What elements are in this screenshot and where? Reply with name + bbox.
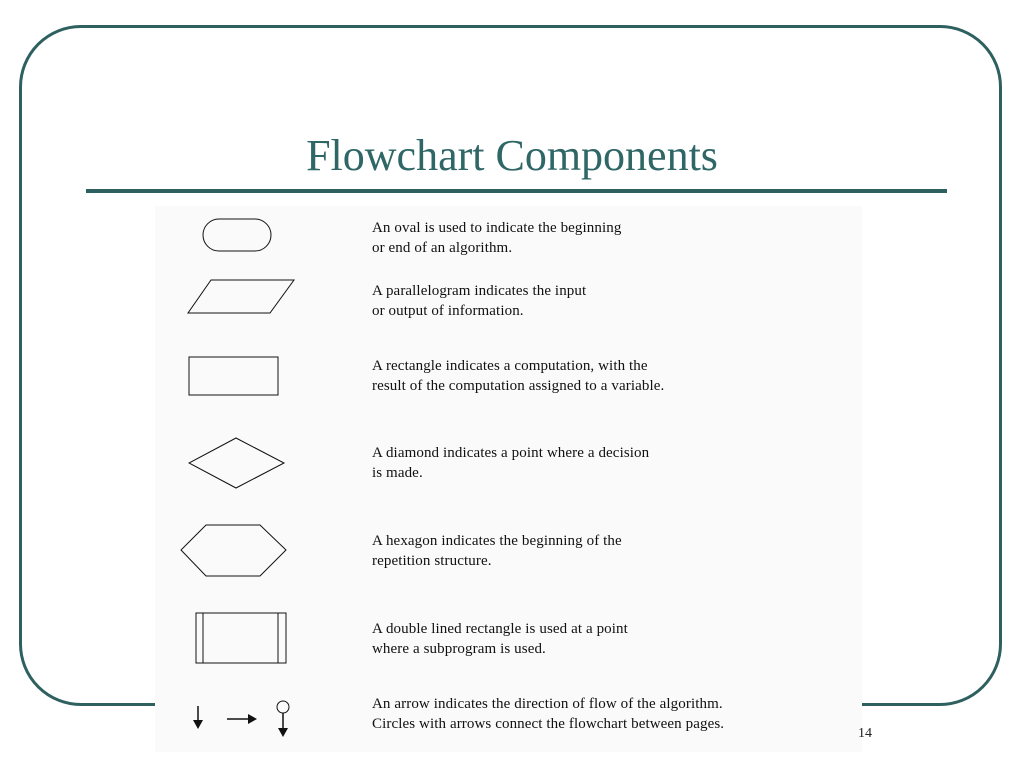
description-line: A rectangle indicates a computation, with the — [372, 358, 648, 374]
description-line: where a subprogram is used. — [372, 641, 546, 657]
double-lined-rectangle-icon — [195, 612, 289, 666]
hexagon-description — [372, 531, 862, 571]
description-line: A diamond indicates a point where a decision — [372, 445, 650, 461]
description-line: A double lined rectangle is used at a point — [372, 621, 628, 637]
rectangle-icon — [188, 356, 281, 398]
arrows-and-connector-icon — [188, 700, 298, 742]
description-line: A hexagon indicates the beginning of the — [372, 533, 622, 549]
rectangle-description — [372, 356, 862, 396]
description-line: or end of an algorithm. — [372, 240, 513, 256]
diamond-description — [372, 443, 862, 483]
arrow-description — [372, 694, 862, 734]
description-line: Circles with arrows connect the flowchart between pages. — [372, 716, 725, 732]
description-line: result of the computation assigned to a variable. — [372, 378, 665, 394]
double-lined-rectangle-description — [372, 619, 862, 659]
parallelogram-icon — [187, 278, 297, 316]
description-line: An arrow indicates the direction of flow of the algorithm. — [372, 696, 723, 712]
hexagon-icon — [180, 523, 288, 579]
oval-icon — [202, 218, 274, 254]
description-line: is made. — [372, 465, 423, 481]
title-underline — [86, 189, 947, 193]
slide-title: Flowchart Components — [306, 131, 718, 180]
description-line: or output of information. — [372, 303, 524, 319]
description-line: An oval is used to indicate the beginning — [372, 220, 622, 236]
diamond-icon — [188, 437, 286, 491]
parallelogram-description — [372, 281, 862, 321]
components-panel — [155, 206, 862, 752]
description-line: A parallelogram indicates the input — [372, 283, 587, 299]
oval-description — [372, 218, 862, 258]
description-line: repetition structure. — [372, 553, 492, 569]
page-number: 14 — [858, 726, 872, 741]
